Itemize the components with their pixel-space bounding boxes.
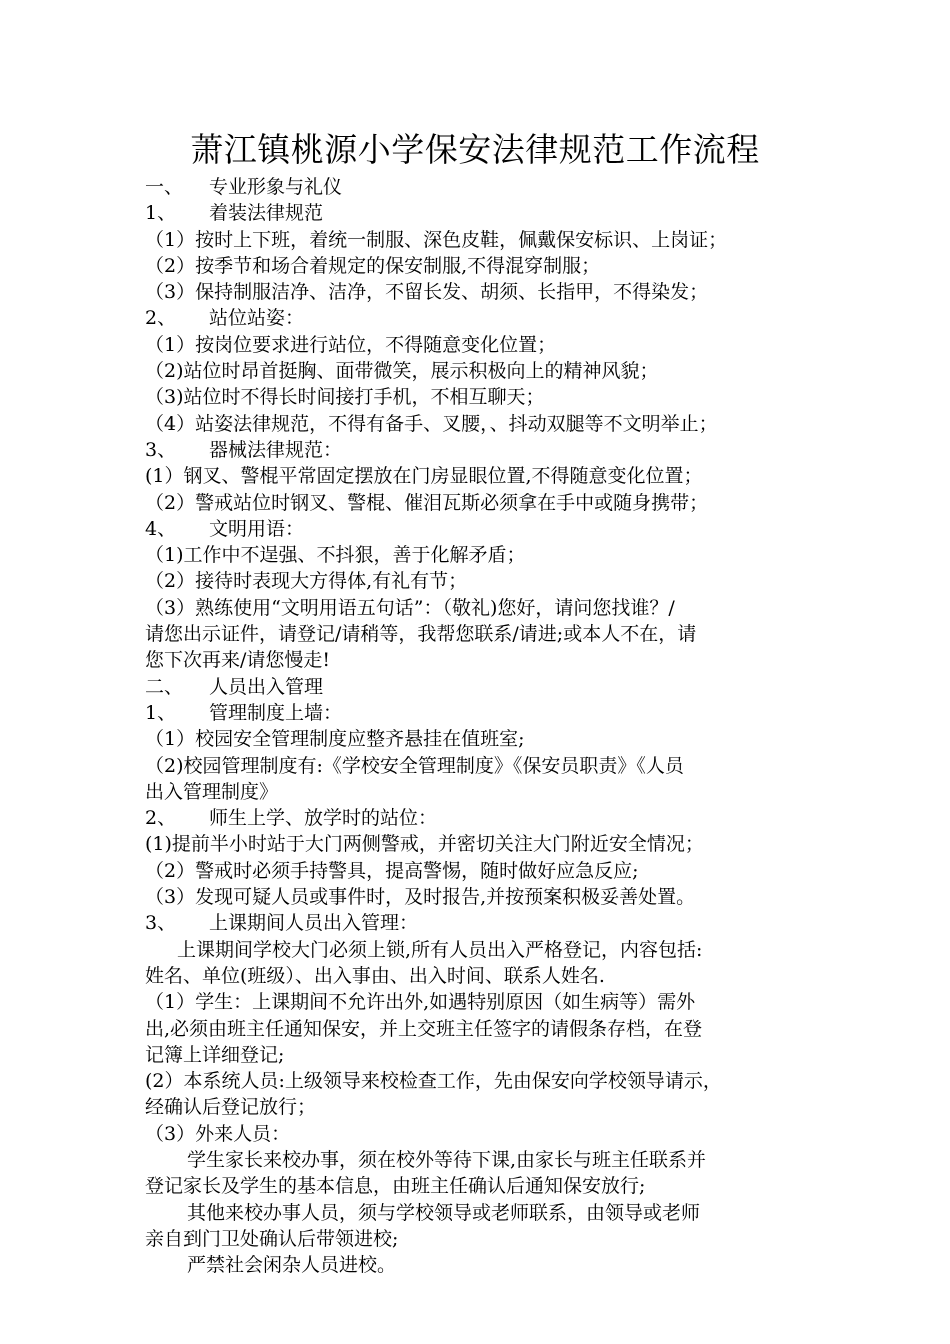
paragraph-line bbox=[145, 1068, 825, 1094]
line-text: 亲自到门卫处确认后带领进校; bbox=[145, 1227, 399, 1250]
paragraph-line bbox=[145, 753, 825, 779]
line-text: 经确认后登记放行； bbox=[145, 1096, 317, 1119]
line-text: 着装法律规范 bbox=[209, 202, 324, 225]
paragraph-line bbox=[145, 200, 825, 226]
line-text: 其他来校办事人员，须与学校领导或老师联系，由领导或老师 bbox=[187, 1201, 701, 1224]
line-text: 严禁社会闲杂人员进校。 bbox=[187, 1254, 397, 1277]
paragraph-line bbox=[145, 937, 825, 963]
line-text: 学生家长来校办事，须在校外等待下课,由家长与班主任联系并 bbox=[187, 1148, 707, 1171]
line-text: （2)站位时昂首挺胸、面带微笑，展示积极向上的精神风貌； bbox=[145, 360, 659, 383]
list-marker: 4、 bbox=[145, 517, 177, 540]
line-text: 上课期间学校大门必须上锁,所有人员出入严格登记，内容包括: bbox=[177, 938, 703, 961]
line-text: （2）警戒时必须手持警具，提高警惕，随时做好应急反应; bbox=[145, 859, 639, 882]
paragraph-line bbox=[145, 805, 825, 831]
paragraph-line bbox=[145, 411, 825, 437]
line-text: 出,必须由班主任通知保安，并上交班主任签字的请假条存档，在登 bbox=[145, 1017, 703, 1040]
paragraph-line bbox=[145, 279, 825, 305]
line-text: （3）保持制服洁净、洁净，不留长发、胡须、长指甲，不得染发； bbox=[145, 281, 709, 304]
line-text: （1)工作中不逞强、不抖狠，善于化解矛盾； bbox=[145, 544, 526, 567]
document-title: 萧江镇桃源小学保安法律规范工作流程 bbox=[190, 130, 760, 169]
paragraph-line bbox=[145, 1016, 825, 1042]
line-text: 文明用语： bbox=[209, 517, 305, 540]
line-text: 站位站姿： bbox=[209, 307, 305, 330]
paragraph-line bbox=[145, 305, 825, 331]
paragraph-line bbox=[145, 1094, 825, 1120]
line-text: (1)提前半小时站于大门两侧警戒，并密切关注大门附近安全情况； bbox=[145, 833, 704, 856]
list-marker: 2、 bbox=[145, 307, 177, 330]
paragraph-line bbox=[145, 1200, 825, 1226]
list-marker: 3、 bbox=[145, 438, 177, 461]
paragraph-line bbox=[145, 1252, 825, 1278]
line-text: （2）警戒站位时钢叉、警棍、催泪瓦斯必须拿在手中或随身携带； bbox=[145, 491, 709, 514]
line-text: （1）按岗位要求进行站位，不得随意变化位置； bbox=[145, 333, 557, 356]
line-text: （3)站位时不得长时间接打手机，不相互聊天； bbox=[145, 386, 545, 409]
line-text: （1）学生：上课期间不允许出外,如遇特别原因（如生病等）需外 bbox=[145, 991, 696, 1014]
paragraph-line bbox=[145, 700, 825, 726]
paragraph-line bbox=[145, 568, 825, 594]
paragraph-line bbox=[145, 831, 825, 857]
paragraph-line bbox=[145, 1147, 825, 1173]
paragraph-line bbox=[145, 227, 825, 253]
line-text: 请您出示证件，请登记/请稍等，我帮您联系/请进;或本人不在，请 bbox=[145, 623, 697, 646]
paragraph-line bbox=[145, 1121, 825, 1147]
line-text: 器械法律规范： bbox=[209, 438, 343, 461]
list-marker: 2、 bbox=[145, 807, 177, 830]
line-text: （4）站姿法律规范，不得有备手、叉腰，、抖动双腿等不文明举止； bbox=[145, 412, 718, 435]
line-text: 记簿上详细登记; bbox=[145, 1043, 285, 1066]
paragraph-line bbox=[145, 437, 825, 463]
list-marker: 1、 bbox=[145, 701, 177, 724]
list-marker: 一、 bbox=[145, 176, 184, 198]
paragraph-line bbox=[145, 884, 825, 910]
paragraph-line bbox=[145, 358, 825, 384]
paragraph-line bbox=[145, 174, 825, 200]
paragraph-line bbox=[145, 253, 825, 279]
paragraph-line bbox=[145, 858, 825, 884]
paragraph-line bbox=[145, 674, 825, 700]
line-text: 姓名、单位(班级）、出入事由、出入时间、联系人姓名. bbox=[145, 964, 605, 987]
document-body bbox=[145, 174, 825, 1278]
paragraph-line bbox=[145, 1226, 825, 1252]
paragraph-line bbox=[145, 516, 825, 542]
line-text: 上课期间人员出入管理： bbox=[209, 912, 419, 935]
list-marker: 3、 bbox=[145, 912, 177, 935]
paragraph-line bbox=[145, 542, 825, 568]
line-text: （2）按季节和场合着规定的保安制服,不得混穿制服； bbox=[145, 254, 601, 277]
line-text: 人员出入管理 bbox=[209, 675, 324, 698]
paragraph-line bbox=[145, 490, 825, 516]
line-text: （3）发现可疑人员或事件时，及时报告,并按预案积极妥善处置。 bbox=[145, 886, 696, 909]
line-text: （3）外来人员： bbox=[145, 1122, 291, 1145]
line-text: 师生上学、放学时的站位： bbox=[209, 807, 438, 830]
paragraph-line bbox=[145, 332, 825, 358]
list-marker: 二、 bbox=[145, 675, 184, 698]
line-text: 专业形象与礼仪 bbox=[209, 176, 343, 198]
line-text: (1）钢叉、警棍平常固定摆放在门房显眼位置,不得随意变化位置； bbox=[145, 465, 703, 488]
line-text: （3）熟练使用“文明用语五句话”：（敬礼)您好，请问您找谁？/ bbox=[145, 596, 675, 619]
paragraph-line bbox=[145, 463, 825, 489]
line-text: (2）本系统人员:上级领导来校检查工作，先由保安向学校领导请示， bbox=[145, 1070, 722, 1093]
line-text: （2)校园管理制度有:《学校安全管理制度》《保安员职责》《人员 bbox=[145, 754, 684, 777]
list-marker: 1、 bbox=[145, 202, 177, 225]
line-text: 管理制度上墙： bbox=[209, 701, 343, 724]
paragraph-line bbox=[145, 595, 825, 621]
line-text: 您下次再来/请您慢走! bbox=[145, 649, 331, 672]
paragraph-line bbox=[145, 726, 825, 752]
paragraph-line bbox=[145, 963, 825, 989]
line-text: （2）接待时表现大方得体,有礼有节； bbox=[145, 570, 468, 593]
line-text: （1）按时上下班，着统一制服、深色皮鞋，佩戴保安标识、上岗证； bbox=[145, 228, 728, 251]
line-text: 登记家长及学生的基本信息，由班主任确认后通知保安放行; bbox=[145, 1175, 646, 1198]
paragraph-line bbox=[145, 989, 825, 1015]
paragraph-line bbox=[145, 1042, 825, 1068]
line-text: （1）校园安全管理制度应整齐悬挂在值班室; bbox=[145, 728, 525, 751]
paragraph-line bbox=[145, 647, 825, 673]
paragraph-line bbox=[145, 779, 825, 805]
paragraph-line bbox=[145, 621, 825, 647]
paragraph-line bbox=[145, 1173, 825, 1199]
paragraph-line bbox=[145, 910, 825, 936]
paragraph-line bbox=[145, 384, 825, 410]
line-text: 出入管理制度》 bbox=[145, 780, 279, 803]
